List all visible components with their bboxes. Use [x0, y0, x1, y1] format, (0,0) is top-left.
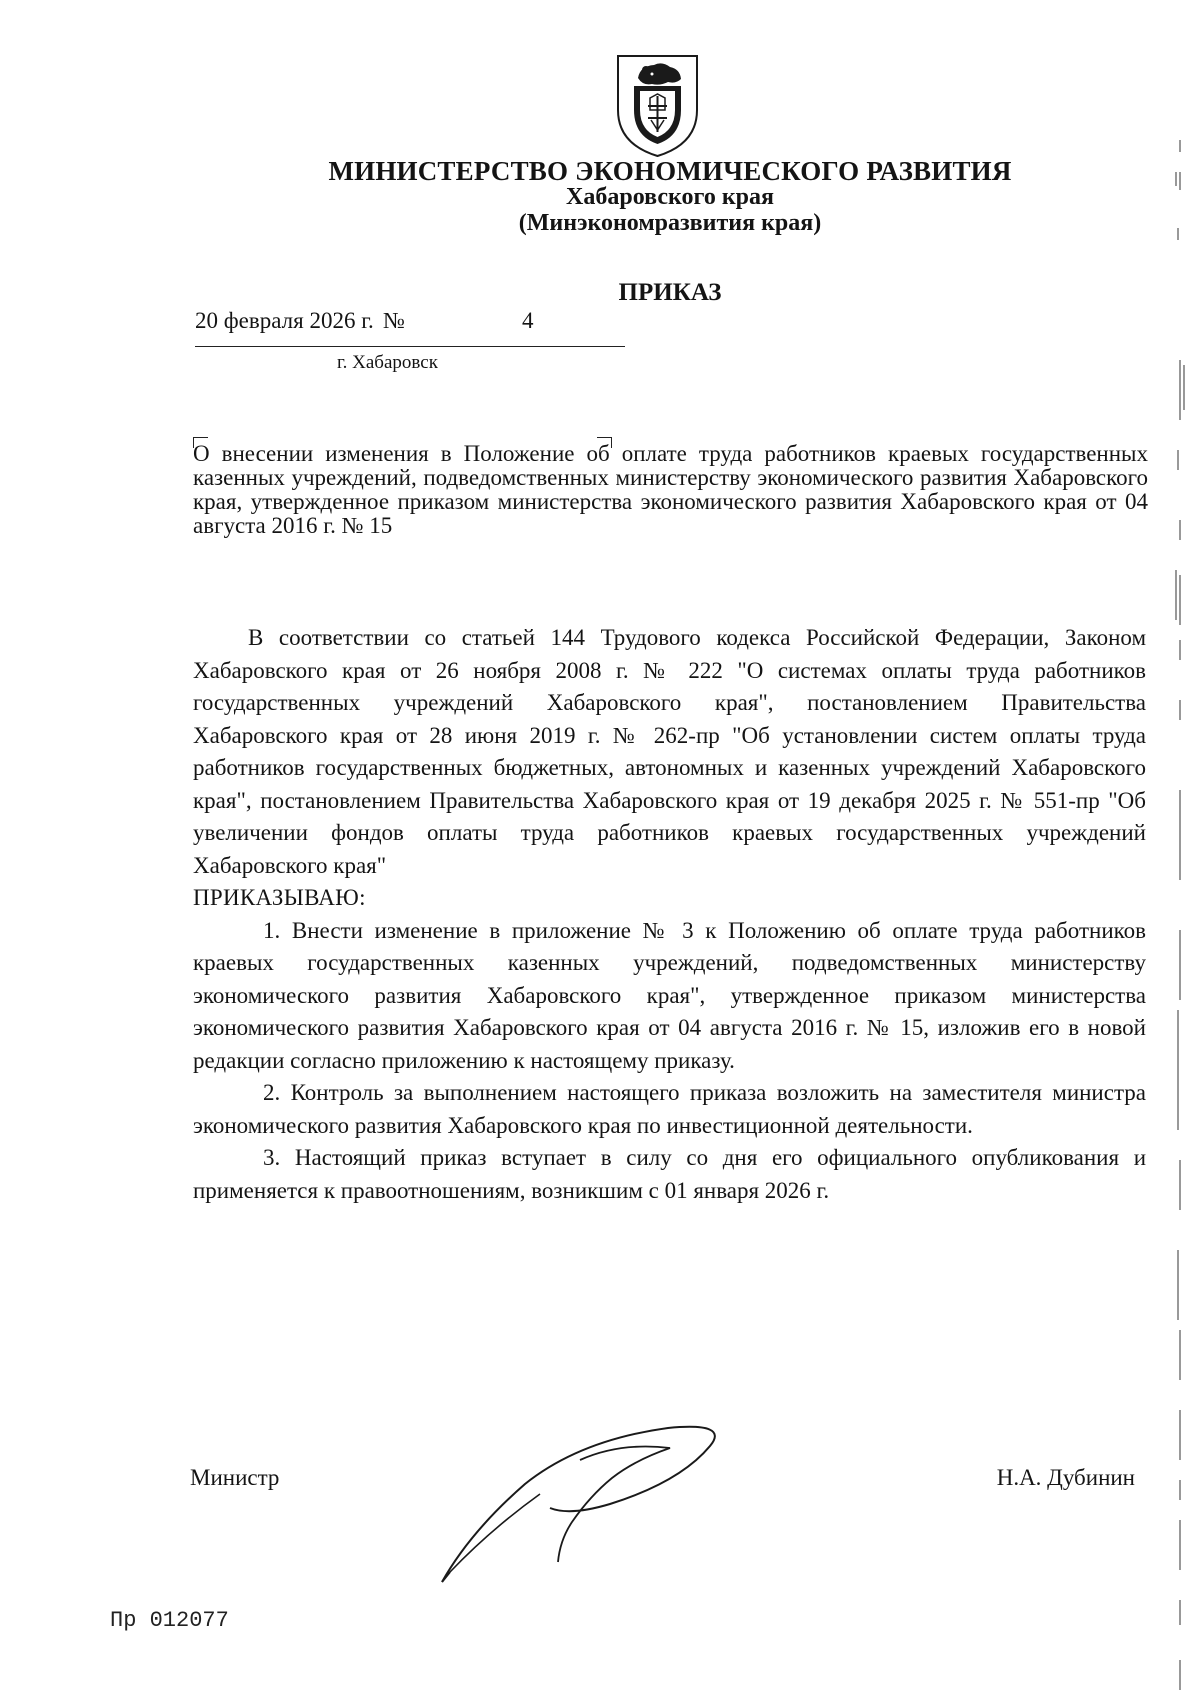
- order-date-number-line: [195, 306, 625, 347]
- order-keyword: ПРИКАЗЫВАЮ:: [193, 885, 366, 910]
- order-subject: О внесении изменения в Положение об оплате труда работников краевых государственных казенных учреждений, подведомственных министерству экономического развития Хабаровского края, утвержденное приказом министерства экономического развития Хабаровского края от 04 августа 2016 г. № 15: [193, 441, 1148, 538]
- region-name: Хабаровского края: [566, 184, 774, 211]
- scan-edge-artifacts: [1160, 0, 1200, 1701]
- order-item-2: 2. Контроль за выполнением настоящего приказа возложить на заместителя министра экономического развития Хабаровского края по инвестиционной деятельности.: [193, 1080, 1146, 1138]
- preamble-paragraph: В соответствии со статьей 144 Трудового кодекса Российской Федерации, Законом Хабаровского края от 26 ноября 2008 г. № 222 "О системах оплаты труда работников государственных учреждений Хабаровского края", постановлением Правительства Хабаровского края от 28 июня 2019 г. № 262-пр "Об установлении систем оплаты труда работников государственных бюджетных, автономных и казенных учреждений Хабаровского края", постановлением Правительства Хабаровского края от 19 декабря 2025 г. № 551-пр "Об увеличении фондов оплаты труда работников краевых государственных учреждений Хабаровского края": [193, 625, 1146, 878]
- coat-of-arms-icon: [610, 48, 705, 160]
- order-date: 20 февраля 2026 г.: [195, 308, 374, 333]
- handwritten-signature: [430, 1412, 730, 1592]
- signatory-name: Н.А. Дубинин: [996, 1465, 1135, 1490]
- order-title: ПРИКАЗ: [618, 279, 722, 306]
- ministry-short-name: (Минэкономразвития края): [518, 209, 822, 236]
- order-number: 4: [522, 308, 534, 333]
- order-item-3: 3. Настоящий приказ вступает в силу со дня его официального опубликования и применяется к правоотношениям, возникшим с 01 января 2026 г.: [193, 1145, 1146, 1203]
- order-number-sign: №: [383, 308, 405, 333]
- signatory-role: Министр: [190, 1465, 280, 1490]
- order-body: [193, 622, 1146, 1207]
- order-item-1: 1. Внести изменение в приложение № 3 к Положению об оплате труда работников краевых государственных казенных учреждений, подведомственных министерству экономического развития Хабаровского края", утвержденное приказом министерства экономического развития Хабаровского края от 04 августа 2016 г. № 15, изложив его в новой редакции согласно приложению к настоящему приказу.: [193, 917, 1146, 1073]
- order-city: г. Хабаровск: [337, 352, 438, 373]
- ministry-name: МИНИСТЕРСТВО ЭКОНОМИЧЕСКОГО РАЗВИТИЯ: [328, 156, 1012, 186]
- letterhead: [190, 157, 1150, 236]
- form-code: Пр 012077: [110, 1608, 229, 1633]
